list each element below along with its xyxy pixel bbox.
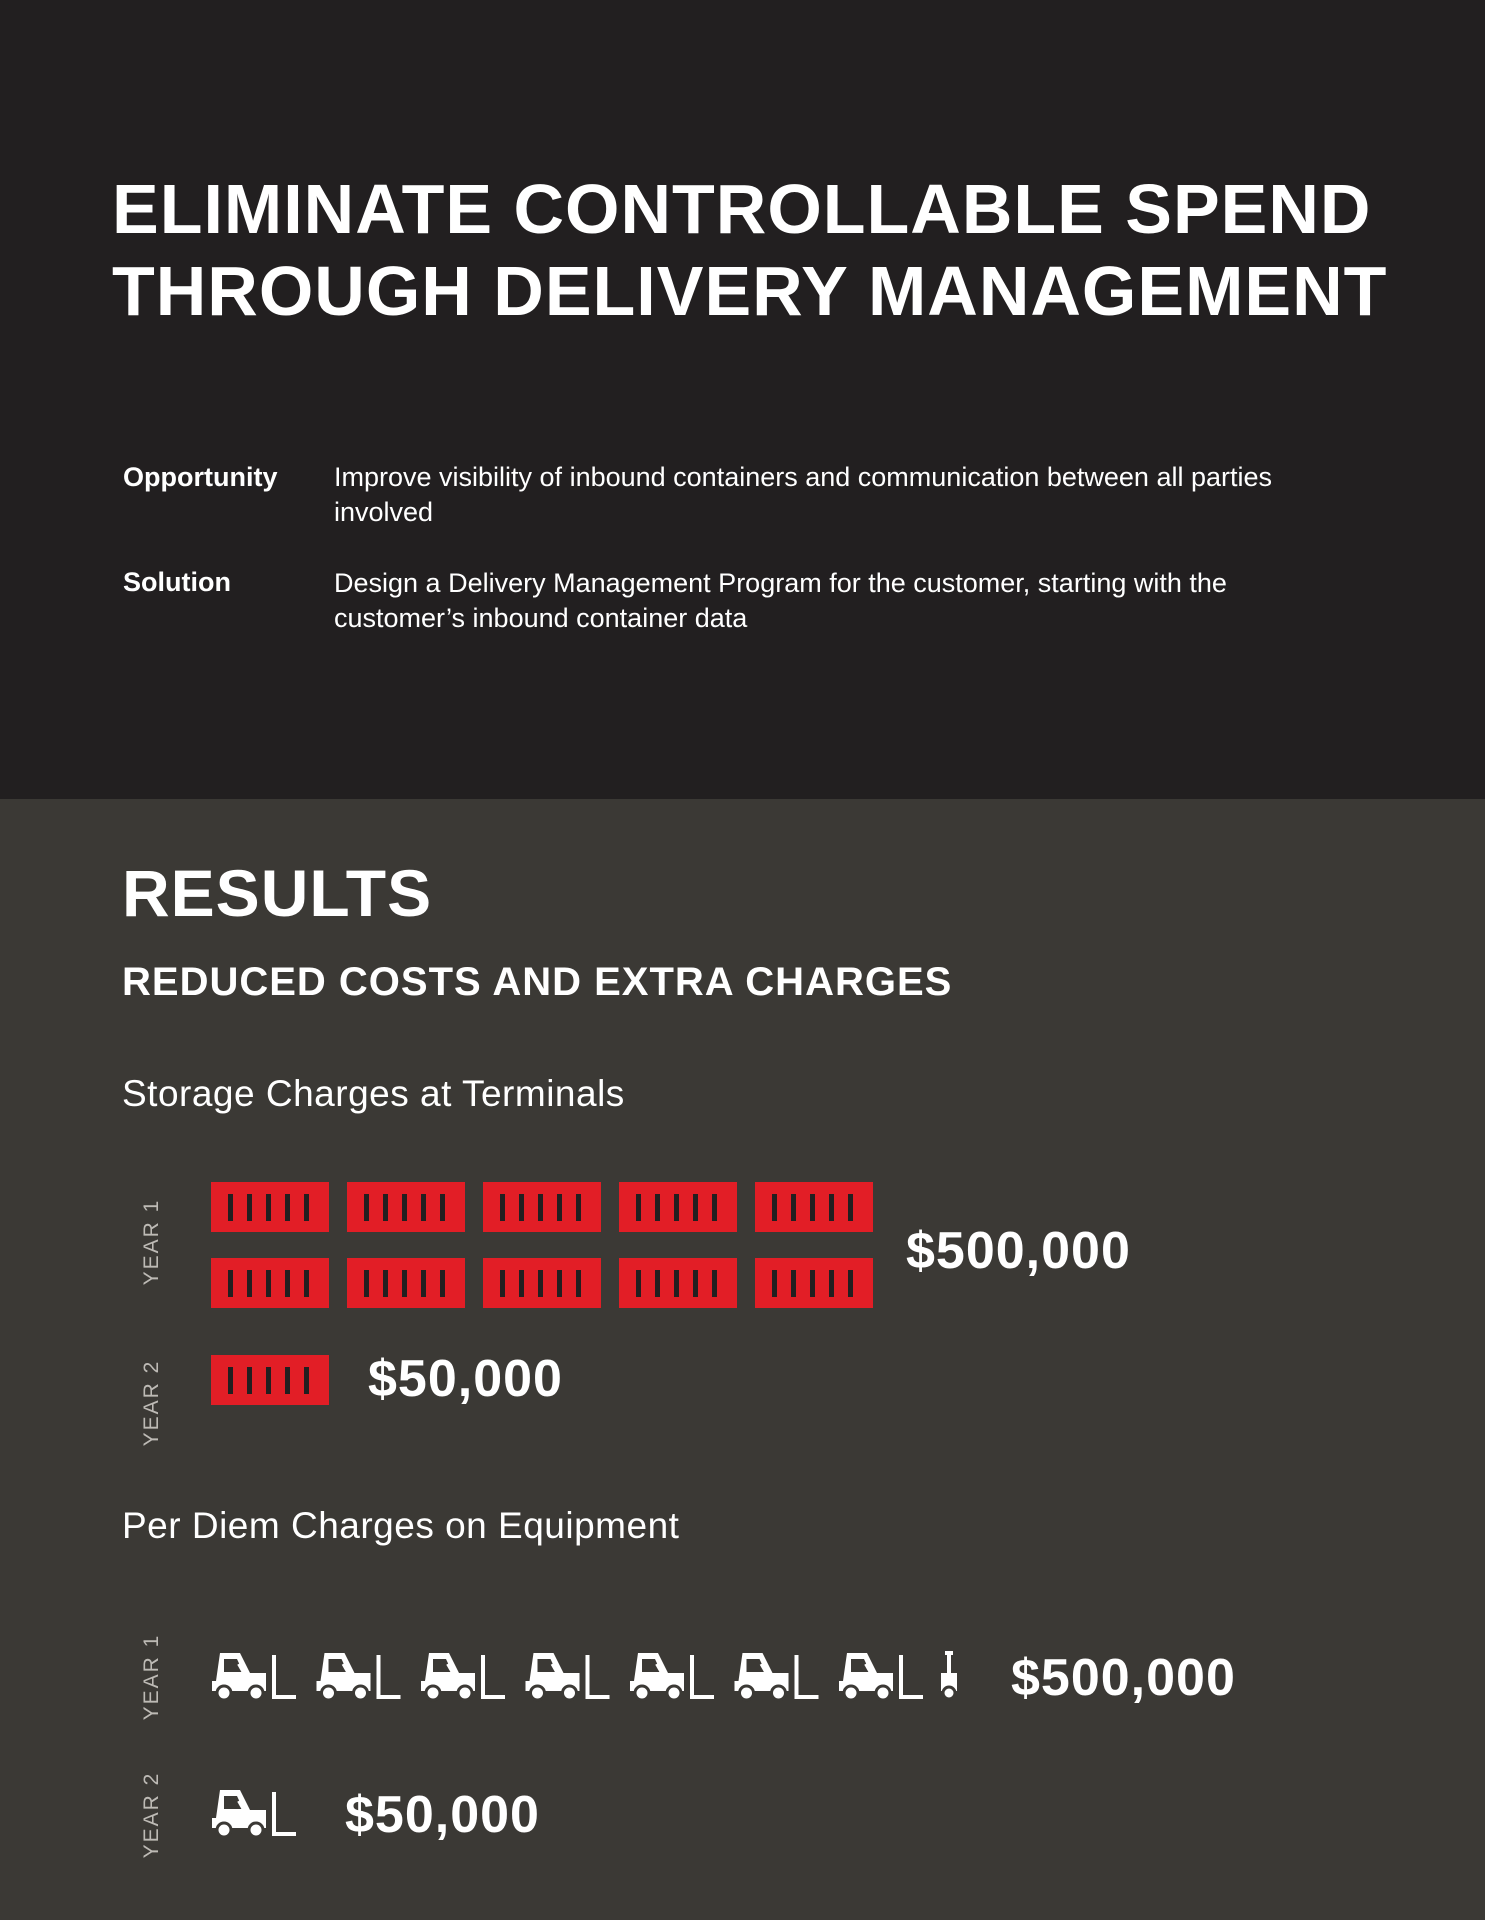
storage-year2-value-label: $50,000 <box>368 1350 563 1408</box>
perdiem-year1-value-label: $500,000 <box>1011 1649 1236 1707</box>
solution-text: Design a Delivery Management Program for the customer, starting with the customer’s inbound container data <box>334 568 1227 633</box>
storage-year1-value-label: $500,000 <box>906 1222 1131 1280</box>
storage-chart-title: Storage Charges at Terminals <box>122 1073 625 1114</box>
results-subtitle: REDUCED COSTS AND EXTRA CHARGES <box>122 960 953 1004</box>
perdiem-year2-value-label: $50,000 <box>345 1786 540 1844</box>
page-title-line2: THROUGH DELIVERY MANAGEMENT <box>112 252 1388 330</box>
page-title <box>112 168 1387 332</box>
header-section <box>0 0 1485 799</box>
solution-label: Solution <box>123 567 231 597</box>
opportunity-label: Opportunity <box>123 462 278 492</box>
results-title: RESULTS <box>122 856 433 930</box>
perdiem-chart-title: Per Diem Charges on Equipment <box>122 1505 680 1546</box>
opportunity-text: Improve visibility of inbound containers and communication between all parties involved <box>334 462 1272 527</box>
page-title-line1: ELIMINATE CONTROLLABLE SPEND <box>112 170 1372 248</box>
